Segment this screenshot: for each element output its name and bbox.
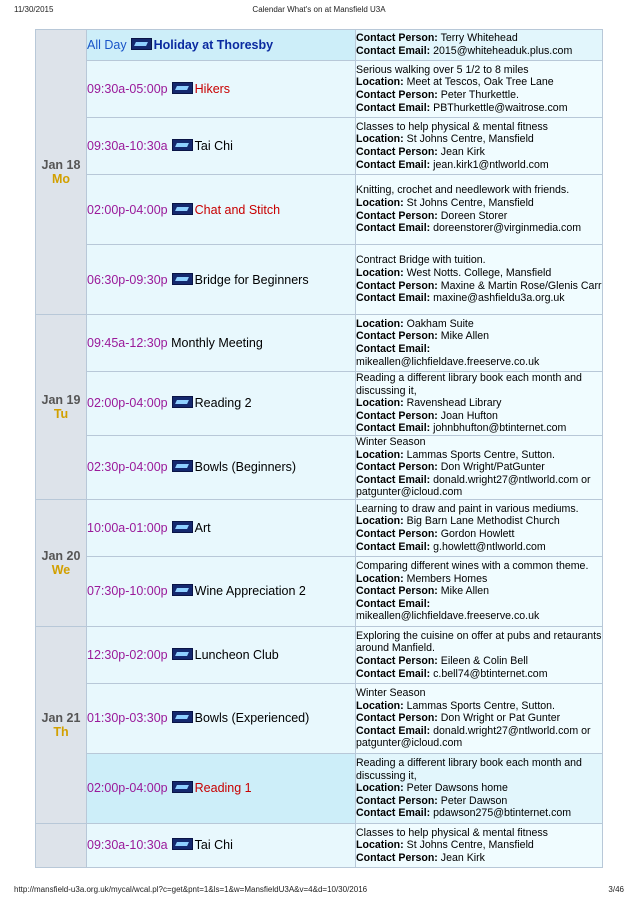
event-picture-icon [172,460,193,472]
event-contact-person-value: Peter Thurkettle. [440,89,519,101]
day-cell [36,626,87,823]
event-name[interactable]: Reading 2 [194,396,252,411]
event-contact-person-value: Eileen & Colin Bell [440,654,528,667]
event-time[interactable]: 02:00p-04:00p [87,396,168,411]
event-details [356,175,603,245]
event-details [356,118,603,175]
event-location-value: Members Homes [406,572,488,585]
event-contact-email-value[interactable]: mikeallen@lichfieldave.freeserve.co.uk [356,610,540,623]
event-contact-email-label: Contact Email: [356,473,431,486]
event-location [356,839,602,852]
event-cell [87,61,356,118]
event-name[interactable]: Holiday at Thoresby [153,38,274,52]
event-description [356,121,602,134]
event-cell [87,823,356,867]
event-time[interactable]: 09:30a-10:30a [87,139,168,153]
event-location [356,573,602,586]
page-number: 3/46 [608,885,624,894]
event-name[interactable]: Wine Appreciation 2 [194,584,306,599]
event-contact-person [356,655,602,668]
day-cell [36,315,87,500]
event-contact-person-value: Don Wright or Pat Gunter [440,712,561,725]
event-picture-icon [172,781,193,793]
event-row [36,245,603,315]
event-row [36,30,603,61]
event-contact-person-label: Contact Person: [356,146,438,158]
day-date: Jan 21 [41,710,81,725]
event-location [356,515,602,528]
event-picture-icon [172,396,193,408]
day-of-week: Th [53,724,69,739]
event-picture-icon [172,521,193,533]
event-time[interactable]: 09:30a-10:30a [87,838,168,853]
event-contact-person-value: Gordon Howlett [440,527,515,540]
event-description-value: Reading a different library book each month and discussing it, [356,372,582,397]
event-cell [87,30,356,61]
day-cell [36,30,87,315]
event-description [356,64,602,77]
event-time[interactable]: 10:00a-01:00p [87,520,168,535]
event-description-value: Contract Bridge with tuition. [356,254,486,267]
event-description-value: Reading a different library book each month and discussing it, [356,756,582,782]
event-contact-email-label: Contact Email: [356,292,431,305]
event-location-label: Location: [356,266,404,279]
event-picture-icon [172,273,193,285]
event-contact-email-label: Contact Email: [356,807,431,820]
event-name[interactable]: Bowls (Experienced) [194,711,310,726]
event-contact-email [356,292,602,305]
event-contact-person [356,89,602,102]
event-contact-person [356,795,602,808]
event-contact-email-value[interactable]: c.bell74@btinternet.com [433,667,548,680]
event-cell [87,372,356,436]
event-contact-person [356,585,602,598]
event-location [356,449,602,462]
event-contact-person-value: Mike Allen [440,585,490,598]
event-contact-person [356,330,602,343]
event-cell [87,315,356,372]
event-location [356,397,602,410]
event-details [356,753,603,823]
event-contact-email-label: Contact Email: [356,422,431,435]
event-description-value: Winter Season [356,435,426,448]
event-description [356,372,602,397]
event-contact-person-value: Terry Whitehead [440,32,518,45]
event-location [356,700,602,713]
event-location-value: Peter Dawsons home [406,782,508,795]
event-contact-person-value: Maxine & Martin Rose/Glenis Carr [440,279,602,292]
event-location-label: Location: [356,397,404,410]
event-contact-person-label: Contact Person: [356,585,438,598]
event-row [36,61,603,118]
day-date: Jan 19 [41,392,81,407]
event-name[interactable]: Hikers [194,82,231,96]
event-row [36,753,603,823]
event-contact-person [356,410,602,423]
event-cell [87,753,356,823]
event-contact-email-value[interactable]: johnbhufton@btinternet.com [433,422,567,435]
event-time[interactable]: 02:00p-04:00p [87,202,168,217]
event-location-label: Location: [356,839,404,852]
event-location-value: Big Barn Lane Methodist Church [406,515,560,528]
event-cell [87,118,356,175]
event-location-label: Location: [356,782,404,795]
event-contact-person [356,528,602,541]
event-cell [87,245,356,315]
event-time[interactable]: 09:30a-05:00p [87,82,168,96]
event-contact-person [356,280,602,293]
event-location-label: Location: [356,515,404,528]
event-contact-email-label: Contact Email: [356,101,431,114]
event-location [356,133,602,146]
event-description-value: Winter Season [356,686,426,699]
event-name[interactable]: Tai Chi [194,838,233,853]
print-footer [14,885,624,897]
event-time[interactable]: 02:00p-04:00p [87,781,168,796]
event-location [356,267,602,280]
event-cell [87,683,356,753]
event-details [356,435,603,499]
event-contact-email [356,474,602,499]
event-contact-email [356,725,602,750]
event-contact-person [356,32,602,45]
event-details [356,683,603,753]
event-row [36,499,603,556]
event-row [36,823,603,867]
event-contact-email [356,102,602,115]
event-contact-email-label: Contact Email: [356,158,431,171]
event-row [36,683,603,753]
event-contact-person-value: Joan Hufton [440,409,498,422]
event-location-value: St Johns Centre, Mansfield [406,133,534,146]
print-date: 11/30/2015 [14,5,54,14]
event-picture-icon [172,711,193,723]
event-contact-person-label: Contact Person: [356,654,438,667]
event-location-label: Location: [356,196,404,209]
event-name[interactable]: Art [194,520,211,535]
event-details [356,245,603,315]
event-description [356,630,602,655]
event-details [356,315,603,372]
event-contact-email-value[interactable]: donald.wright27@ntlworld.com or patgunter@icloud.com [356,473,591,499]
print-title: Calendar What's on at Mansfield U3A [252,5,386,14]
event-contact-email-value[interactable]: 2015@whiteheaduk.plus.com [433,45,573,57]
event-location-value: Ravenshead Library [406,397,502,410]
event-cell [87,175,356,245]
day-of-week: We [51,562,71,577]
event-details [356,61,603,118]
event-contact-person-label: Contact Person: [356,279,438,292]
event-location-label: Location: [356,572,404,585]
event-time[interactable]: 02:30p-04:00p [87,460,168,475]
event-contact-person-label: Contact Person: [356,527,438,540]
event-contact-person [356,210,602,223]
event-row [36,372,603,436]
event-picture-icon [131,38,152,50]
event-picture-icon [172,584,193,596]
event-description [356,827,602,840]
event-contact-email [356,222,602,235]
day-date: Jan 20 [41,548,81,563]
event-name[interactable]: Chat and Stitch [194,202,281,217]
event-details [356,823,603,867]
event-name[interactable]: Reading 1 [194,781,252,796]
day-date: Jan 18 [41,158,81,172]
event-row [36,556,603,626]
day-cell [36,499,87,626]
event-picture-icon [172,82,193,94]
event-contact-email-label: Contact Email: [356,45,431,57]
event-contact-person-label: Contact Person: [356,461,438,474]
event-location-value: Lammas Sports Centre, Sutton. [406,699,556,712]
event-contact-email-value[interactable]: maxine@ashfieldu3a.org.uk [433,292,565,305]
event-contact-person [356,712,602,725]
event-description-value: Learning to draw and paint in various mediums. [356,502,579,515]
event-contact-email [356,343,602,368]
event-contact-email-label: Contact Email: [356,667,431,680]
event-contact-email-value[interactable]: pdawson275@btinternet.com [433,807,572,820]
event-contact-person-value: Peter Dawson [440,794,508,807]
event-details [356,30,603,61]
event-row [36,315,603,372]
event-contact-email [356,598,602,623]
event-contact-person-label: Contact Person: [356,89,438,101]
event-contact-person-label: Contact Person: [356,712,438,725]
print-header [14,5,624,17]
day-cell [36,823,87,867]
calendar-table [35,29,603,868]
event-location [356,782,602,795]
event-location-value: Oakham Suite [406,317,474,330]
event-cell [87,435,356,499]
event-location [356,318,602,331]
event-contact-email-label: Contact Email: [356,343,431,355]
event-description [356,254,602,267]
event-contact-email-label: Contact Email: [356,222,431,235]
event-location-value: St Johns Centre, Mansfield [406,196,534,209]
event-description [356,687,602,700]
day-of-week: Tu [53,406,69,421]
event-time[interactable]: 06:30p-09:30p [87,272,168,287]
event-contact-email-value[interactable]: mikeallen@lichfieldave.freeserve.co.uk [356,355,540,368]
event-time[interactable]: 09:45a-12:30p [87,336,168,350]
event-location [356,76,602,89]
event-contact-email-label: Contact Email: [356,597,431,610]
event-contact-email [356,541,602,554]
event-cell [87,556,356,626]
event-contact-person-label: Contact Person: [356,409,438,422]
event-contact-person [356,852,602,865]
event-contact-email-value[interactable]: g.howlett@ntlworld.com [433,540,546,553]
event-contact-person-value: Don Wright/PatGunter [440,461,545,474]
event-details [356,499,603,556]
event-description [356,436,602,449]
event-contact-email-label: Contact Email: [356,540,431,553]
event-contact-person-value: Jean Kirk [440,851,485,864]
event-cell [87,626,356,683]
event-contact-email [356,807,602,820]
event-description-value: Classes to help physical & mental fitness [356,120,548,133]
event-time[interactable]: 07:30p-10:00p [87,584,168,599]
event-time[interactable]: All Day [87,38,127,52]
event-contact-email-value[interactable]: PBThurkettle@waitrose.com [433,101,568,114]
event-location-label: Location: [356,448,404,461]
event-location-value: St Johns Centre, Mansfield [406,839,534,852]
event-location-label: Location: [356,76,404,89]
event-row [36,118,603,175]
event-time[interactable]: 12:30p-02:00p [87,647,168,662]
event-description [356,503,602,516]
event-contact-person-label: Contact Person: [356,851,438,864]
event-contact-email-label: Contact Email: [356,724,431,737]
event-details [356,626,603,683]
event-description [356,560,602,573]
event-row [36,435,603,499]
event-contact-person-value: Doreen Storer [440,209,508,222]
event-contact-email [356,45,602,58]
event-contact-email [356,422,602,435]
event-picture-icon [172,203,193,215]
event-name[interactable]: Bowls (Beginners) [194,460,297,475]
event-contact-person-value: Mike Allen [440,330,490,343]
event-time[interactable]: 01:30p-03:30p [87,711,168,726]
event-picture-icon [172,139,193,151]
event-contact-email [356,159,602,172]
event-name[interactable]: Bridge for Beginners [194,272,309,287]
event-description [356,757,602,782]
event-name[interactable]: Luncheon Club [194,647,279,662]
event-location-label: Location: [356,317,404,330]
event-contact-person-label: Contact Person: [356,330,438,343]
event-picture-icon [172,838,193,850]
event-contact-email-value[interactable]: donald.wright27@ntlworld.com or patgunter@icloud.com [356,724,591,750]
day-of-week: Mo [51,172,71,186]
event-description-value: Knitting, crochet and needlework with friends. [356,184,570,197]
event-location-label: Location: [356,133,404,146]
event-location-label: Location: [356,699,404,712]
event-contact-person-label: Contact Person: [356,794,438,807]
event-contact-email-value[interactable]: jean.kirk1@ntlworld.com [433,158,549,171]
event-description-value: Classes to help physical & mental fitness [356,826,548,839]
event-contact-person-label: Contact Person: [356,32,438,45]
event-contact-person-value: Jean Kirk [440,146,485,158]
event-description [356,184,602,197]
event-picture-icon [172,648,193,660]
print-url: http://mansfield-u3a.org.uk/mycal/wcal.pl?c=get&pnt=1&ls=1&w=MansfieldU3A&v=4&d=10/30/2016 [14,885,368,894]
event-row [36,626,603,683]
event-contact-email [356,668,602,681]
event-description-value: Exploring the cuisine on offer at pubs and retaurants around Manfield. [356,629,602,655]
event-description-value: Comparing different wines with a common theme. [356,559,589,572]
event-cell [87,499,356,556]
event-location-value: Lammas Sports Centre, Sutton. [406,448,556,461]
event-contact-person [356,461,602,474]
event-location [356,197,602,210]
event-name[interactable]: Monthly Meeting [171,336,263,350]
event-details [356,556,603,626]
event-name[interactable]: Tai Chi [194,139,233,153]
event-contact-email-value[interactable]: doreenstorer@virginmedia.com [433,222,582,235]
event-location-value: Meet at Tescos, Oak Tree Lane [406,76,554,89]
event-description-value: Serious walking over 5 1/2 to 8 miles [356,63,529,76]
event-location-value: West Notts. College, Mansfield [406,266,552,279]
event-contact-person-label: Contact Person: [356,209,438,222]
event-row [36,175,603,245]
event-contact-person [356,146,602,159]
event-details [356,372,603,436]
